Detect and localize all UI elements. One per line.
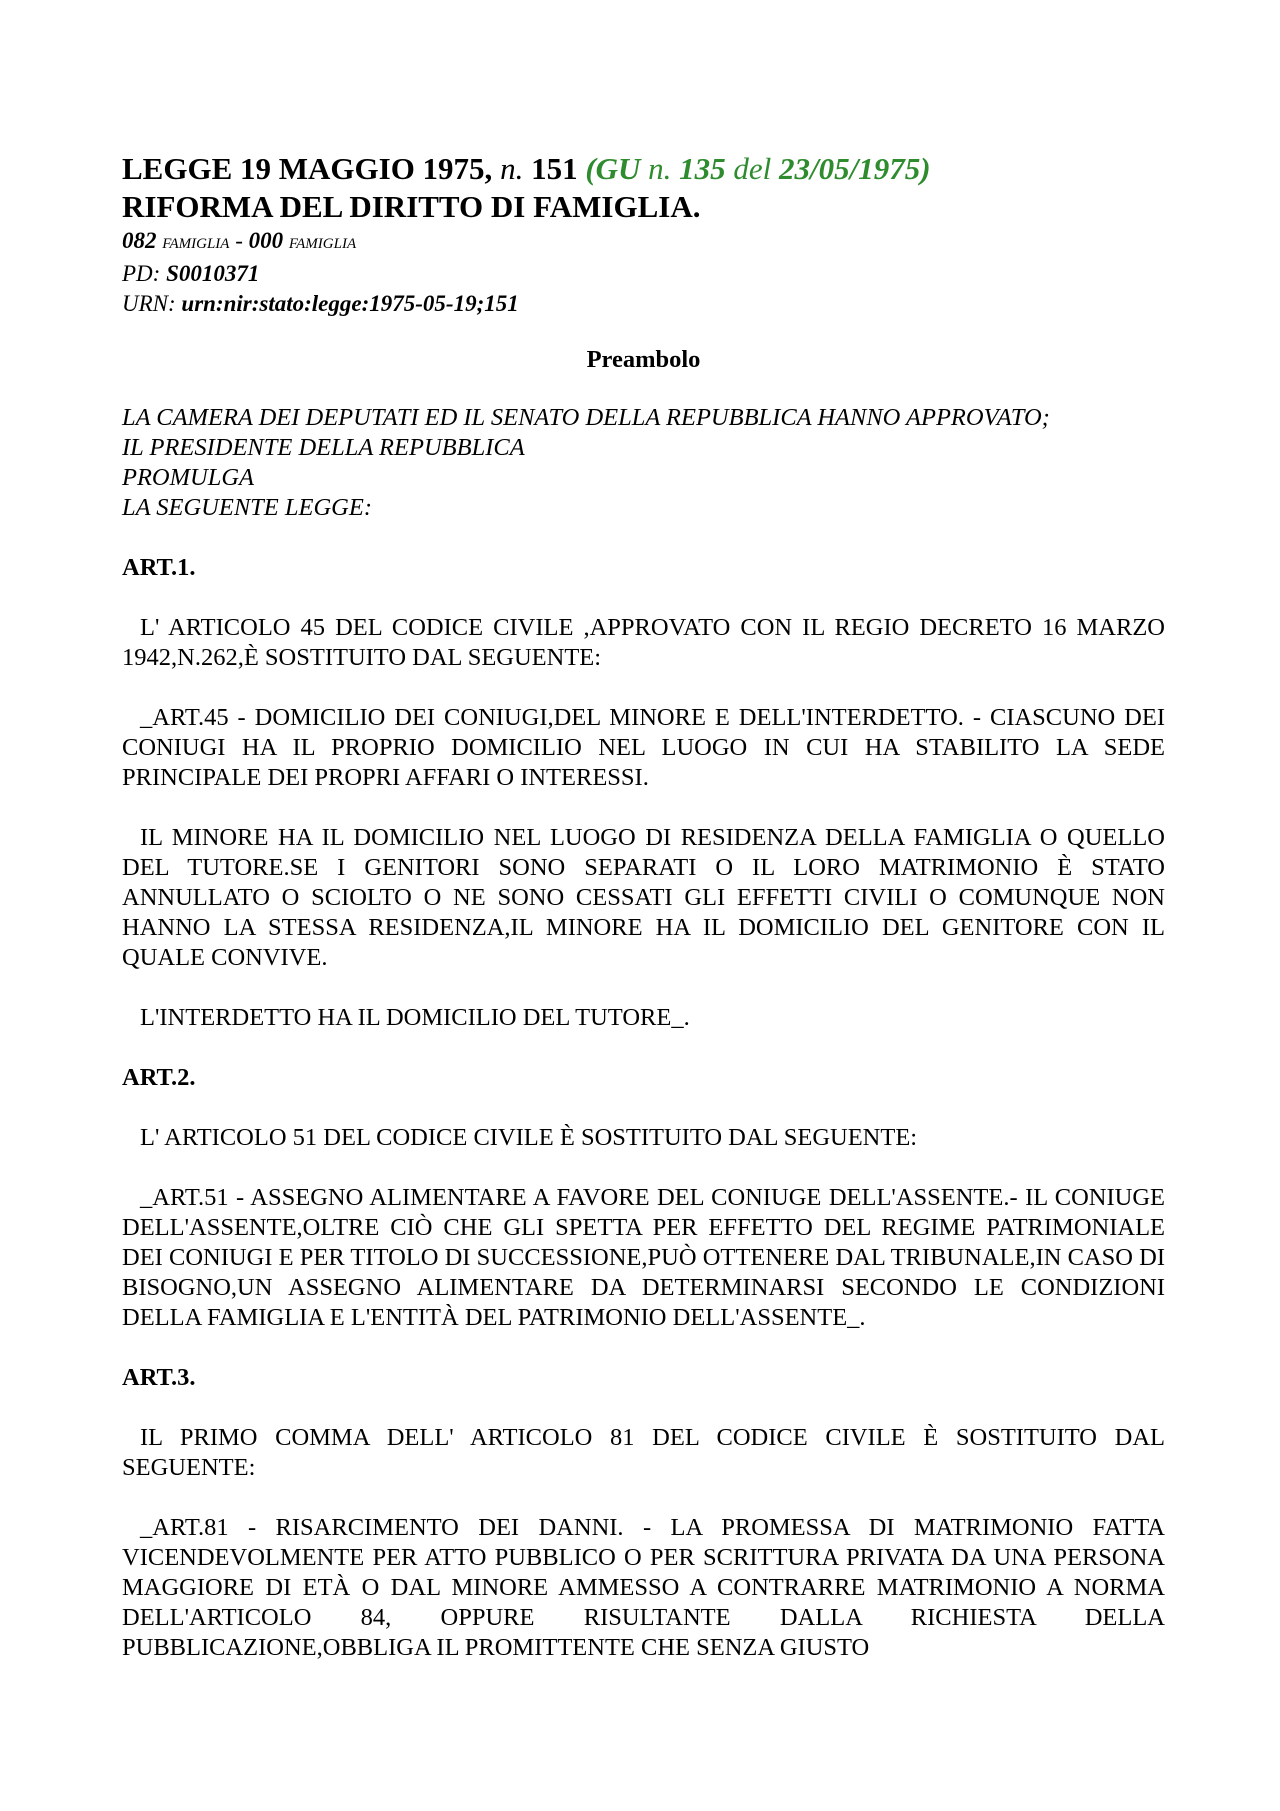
- classif-code-2: 000: [248, 228, 284, 253]
- article-paragraph: IL PRIMO COMMA DELL' ARTICOLO 81 DEL CODICE CIVILE È SOSTITUITO DAL SEGUENTE:: [122, 1424, 1165, 1481]
- gu-date: 23/05/1975): [779, 151, 931, 186]
- law-number-label: n.: [500, 151, 524, 186]
- gu-del: del: [733, 151, 772, 186]
- urn-line: [122, 289, 1165, 319]
- preambolo-heading: Preambolo: [586, 346, 701, 373]
- pd-label: PD:: [122, 261, 161, 286]
- article-paragraph: _ART.81 - RISARCIMENTO DEI DANNI. - LA PROMESSA DI MATRIMONIO FATTA VICENDEVOLMENTE PER ATTO PUBBLICO O PER SCRITTURA PRIVATA DA UNA PERSONA MAGGIORE DI ETÀ O DAL MINORE AMMESSO A CONTRARRE MATRIMONIO A NORMA DELL'ARTICOLO 84, OPPURE RISULTANTE DALLA RICHIESTA DELLA PUBBLICAZIONE,OBBLIGA IL PROMITTENTE CHE SENZA GIUSTO: [122, 1514, 1165, 1661]
- classif-separator: -: [235, 228, 243, 253]
- preambolo-line: IL PRESIDENTE DELLA REPUBBLICA: [122, 434, 525, 461]
- article-paragraph: IL MINORE HA IL DOMICILIO NEL LUOGO DI RESIDENZA DELLA FAMIGLIA O QUELLO DEL TUTORE.SE I GENITORI SONO SEPARATI O IL LORO MATRIMONIO È STATO ANNULLATO O SCIOLTO O NE SONO CESSATI GLI EFFETTI CIVILI O COMUNQUE NON HANNO LA STESSA RESIDENZA,IL MINORE HA IL DOMICILIO DEL GENITORE CON IL QUALE CONVIVE.: [122, 824, 1165, 971]
- pd-value: S0010371: [166, 261, 260, 286]
- preambolo-line: LA SEGUENTE LEGGE:: [122, 494, 373, 521]
- law-subtitle: RIFORMA DEL DIRITTO DI FAMIGLIA.: [122, 189, 701, 224]
- document-page: [122, 150, 1165, 1663]
- article-paragraph: _ART.51 - ASSEGNO ALIMENTARE A FAVORE DEL CONIUGE DELL'ASSENTE.- IL CONIUGE DELL'ASSENTE,OLTRE CIÒ CHE GLI SPETTA PER EFFETTO DEL REGIME PATRIMONIALE DEI CONIUGI E PER TITOLO DI SUCCESSIONE,PUÒ OTTENERE DAL TRIBUNALE,IN CASO DI BISOGNO,UN ASSEGNO ALIMENTARE DA DETERMINARSI SECONDO LE CONDIZIONI DELLA FAMIGLIA E L'ENTITÀ DEL PATRIMONIO DELL'ASSENTE_.: [122, 1184, 1165, 1331]
- law-title: [122, 150, 1165, 188]
- classif-code-1: 082: [122, 228, 157, 253]
- article-paragraph: L'INTERDETTO HA IL DOMICILIO DEL TUTORE_.: [140, 1004, 690, 1031]
- preambolo-text: [122, 403, 1165, 523]
- gu-number: 135: [679, 151, 726, 186]
- gu-open: (GU: [585, 151, 641, 186]
- article-heading: ART.3.: [122, 1364, 196, 1391]
- gu-n-label: n.: [648, 151, 672, 186]
- classif-label-2: FAMIGLIA: [288, 236, 357, 252]
- classif-label-1: FAMIGLIA: [162, 236, 230, 252]
- preambolo-line: PROMULGA: [122, 464, 255, 491]
- article-heading: ART.2.: [122, 1064, 196, 1091]
- preambolo-line: LA CAMERA DEI DEPUTATI ED IL SENATO DELLA REPUBBLICA HANNO APPROVATO;: [122, 404, 1050, 431]
- classification-line: [122, 226, 1165, 259]
- pd-line: [122, 259, 1165, 289]
- law-title-main: LEGGE 19 MAGGIO 1975,: [122, 151, 493, 186]
- article-heading: ART.1.: [122, 554, 196, 581]
- law-number: 151: [531, 151, 578, 186]
- urn-value: urn:nir:stato:legge:1975-05-19;151: [181, 291, 519, 316]
- article-paragraph: _ART.45 - DOMICILIO DEI CONIUGI,DEL MINORE E DELL'INTERDETTO. - CIASCUNO DEI CONIUGI HA IL PROPRIO DOMICILIO NEL LUOGO IN CUI HA STABILITO LA SEDE PRINCIPALE DEI PROPRI AFFARI O INTERESSI.: [122, 704, 1165, 791]
- gazzetta-reference[interactable]: [585, 151, 930, 186]
- article-paragraph: L' ARTICOLO 45 DEL CODICE CIVILE ,APPROVATO CON IL REGIO DECRETO 16 MARZO 1942,N.262,È SOSTITUITO DAL SEGUENTE:: [122, 614, 1165, 671]
- article-paragraph: L' ARTICOLO 51 DEL CODICE CIVILE È SOSTITUITO DAL SEGUENTE:: [140, 1124, 918, 1151]
- urn-label: URN:: [122, 291, 176, 316]
